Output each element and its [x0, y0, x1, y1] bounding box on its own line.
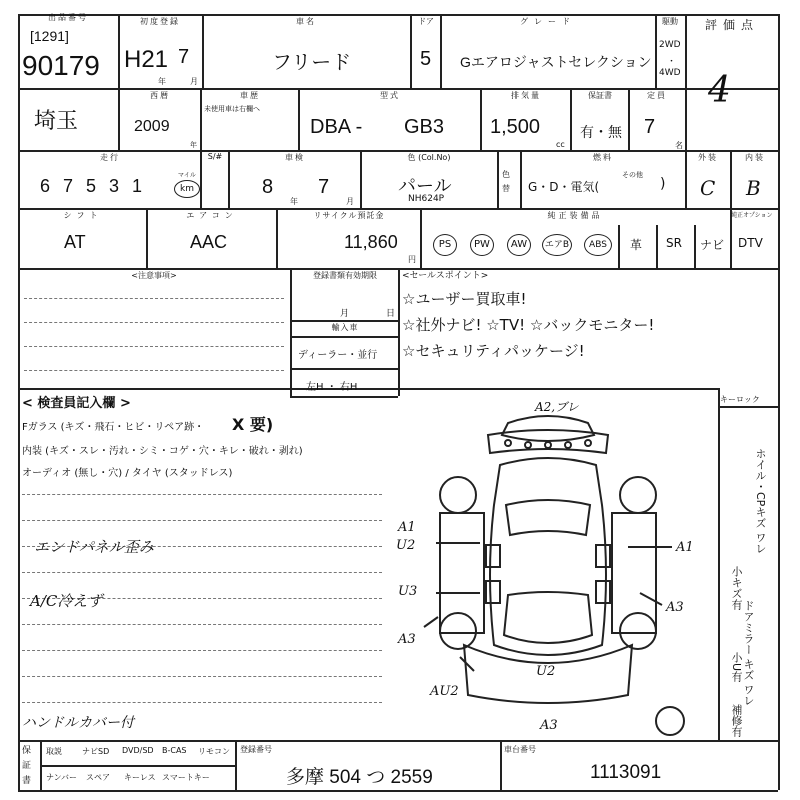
inspection-label: 車検 [285, 153, 305, 162]
drive-2wd: 2WD [659, 40, 681, 50]
sd-label: S/# [207, 152, 223, 161]
car-name-label: 車名 [296, 17, 316, 26]
shift-value: AT [64, 232, 86, 252]
cc-value: 1,500 [490, 116, 541, 138]
sales-line-2: ☆社外ナビ! ☆TV! ☆バックモニター! [402, 316, 655, 334]
month-unit: 月 [190, 77, 198, 86]
mark-a3-right: A3 [666, 600, 684, 615]
bottom-left-label: 保証書 [22, 746, 32, 786]
hand-note-2: A/C冷えず [30, 592, 103, 610]
mileage-unit-km: km [174, 180, 200, 198]
sales-line-3: ☆セキュリティパッケージ! [402, 342, 585, 360]
warranty-value: 有・無 [580, 124, 622, 140]
color-change: 色替 [502, 170, 510, 193]
mark-a1-right: A1 [676, 540, 694, 555]
drive-label: 駆動 [662, 17, 678, 26]
score-value: 4 [708, 70, 731, 111]
equip-ps: PS [433, 234, 457, 256]
warranty-label: 保証書 [588, 91, 612, 100]
color-code: NH624P [408, 194, 445, 204]
equip-abs: ABS [584, 234, 612, 256]
mark-u3: U3 [398, 584, 418, 599]
equip-dtv: DTV [738, 236, 763, 250]
notes-label: <注意事項> [131, 271, 177, 280]
item-spare: スペア [86, 773, 110, 782]
doors-label: ドア [418, 17, 434, 26]
score-label: 評価点 [704, 18, 759, 32]
grade-label: グレード [520, 17, 576, 26]
year-label: 西暦 [150, 91, 170, 100]
capacity-value: 7 [644, 116, 656, 138]
history-label: 車歴 [240, 91, 260, 100]
legend-mirror: ドアミラー キズ ワレ [742, 600, 755, 706]
mark-a2b: A2,ブレ [535, 400, 579, 414]
first-reg-month: 7 [178, 46, 190, 68]
hand-note-3: ハンドルカバー付 [22, 715, 134, 731]
mark-a1-left: A1 [398, 520, 416, 535]
sales-line-1: ☆ユーザー買取車! [402, 290, 527, 308]
item-remote: リモコン [198, 747, 230, 756]
reg-period-label: 登録書類有効期限 [313, 271, 377, 280]
interior-line: 内装 (キズ・スレ・汚れ・シミ・コゲ・穴・キレ・破れ・剥れ) [22, 446, 303, 457]
equip-airbag: エアB [542, 234, 572, 256]
equip-aw: AW [507, 234, 531, 256]
item-number: ナンバー [46, 773, 78, 782]
first-reg-era: H21 [124, 46, 169, 73]
shift-label: シフト [63, 211, 103, 220]
interior-value: B [746, 176, 761, 200]
handle-side: 左H ・ 右H [306, 382, 358, 393]
sales-label: <セールスポイント> [402, 271, 489, 281]
fuel-label: 燃料 [593, 153, 613, 162]
capacity-label: 定員 [647, 91, 667, 100]
first-reg-label: 初度登録 [140, 17, 180, 26]
item-dvd-sd: DVD/SD [122, 746, 154, 755]
cc-unit: cc [556, 140, 565, 149]
drive-dot: ・ [667, 57, 677, 67]
legend-small-u: 小U有 [730, 652, 743, 683]
item-navi-sd: ナビSD [82, 747, 110, 756]
hand-note-1: エンドパネル歪み [34, 538, 154, 556]
exterior-label: 外装 [698, 153, 718, 162]
drive-4wd: 4WD [659, 68, 681, 78]
capacity-unit: 名 [675, 141, 683, 150]
inspection-year-unit: 年 [290, 197, 298, 206]
equip-leather: 革 [630, 238, 643, 252]
fuel-value: G・D・電気( [528, 180, 600, 194]
aircon-label: エアコン [186, 211, 238, 220]
fuel-close: ) [660, 176, 666, 192]
inspection-month: 7 [318, 176, 330, 198]
color-value: パール [398, 176, 452, 196]
year-value: 2009 [134, 118, 170, 135]
area: 埼玉 [34, 108, 79, 133]
doors-value: 5 [420, 48, 432, 70]
mark-a3-bottom: A3 [540, 718, 558, 733]
car-name: フリード [272, 52, 352, 74]
mark-a3-left: A3 [398, 632, 416, 647]
exterior-value: C [700, 176, 716, 200]
reg-period-day: 日 [386, 309, 396, 319]
equip-pw: PW [470, 234, 494, 256]
reg-period-month: 月 [340, 309, 350, 319]
history-sub: 未使用車は右欄へ [204, 105, 260, 113]
mark-au2: AU2 [430, 684, 459, 699]
legend-small-scratch: 小キズ有 [730, 566, 743, 610]
equipment-label: 純正装備品 [547, 211, 603, 220]
lot-label: 出品番号 [48, 13, 88, 22]
fglass-line: Fガラス (キズ・飛石・ヒビ・リペア跡・ [22, 422, 205, 433]
mileage-label: 走行 [100, 153, 120, 162]
fuel-other: その他 [622, 171, 643, 179]
equip-navi: ナビ [700, 238, 725, 252]
mark-u2-left: U2 [396, 538, 416, 553]
plate-label: 登録番号 [240, 745, 272, 754]
equipment-extra: 純正オプション [731, 212, 773, 219]
model-prefix: DBA - [310, 116, 363, 138]
equip-sr: SR [666, 236, 682, 250]
aircon-value: AAC [190, 232, 228, 252]
color-label: 色 (Col.No) [407, 153, 451, 162]
chassis-label: 車台番号 [504, 745, 536, 754]
inspection-month-unit: 月 [346, 197, 354, 206]
recycle-label: リサイクル預託金 [313, 211, 385, 220]
plate-number: 多摩 504 つ 2559 [286, 767, 433, 788]
inspection-year: 8 [262, 176, 274, 198]
fglass-mark: X 要) [232, 415, 274, 434]
legend-repair: 補修有 [730, 704, 743, 737]
legend-wheel: ホイル・CPキズ ワレ [754, 448, 767, 554]
keylock-label: キーロック [720, 395, 760, 404]
item-manual: 取説 [46, 747, 62, 756]
item-bcas: B-CAS [162, 746, 187, 755]
import-label: 輸入車 [331, 323, 359, 332]
mileage-value: 6 7 5 3 1 [40, 176, 147, 196]
lot-number: 90179 [22, 50, 100, 81]
chassis-number: 1113091 [590, 762, 662, 783]
audio-line: オーディオ (無し・穴) / タイヤ (スタッドレス) [22, 468, 233, 479]
item-smartkey: スマートキー [162, 773, 210, 782]
item-keyless: キーレス [124, 773, 156, 782]
model-code: GB3 [404, 116, 445, 138]
year-value-unit: 年 [190, 141, 197, 149]
inspector-title: < 検査員記入欄 > [22, 396, 131, 411]
interior-label: 内装 [745, 153, 765, 162]
cc-label: 排気量 [511, 91, 541, 100]
lot-bracket: [1291] [30, 28, 69, 44]
model-label: 型式 [380, 91, 400, 100]
mileage-unit-mile: マイル [178, 172, 196, 179]
grade-value: Gエアロジャストセレクション [460, 54, 652, 70]
recycle-value: 11,860 [344, 232, 398, 252]
year-unit: 年 [158, 77, 166, 86]
import-value: ディーラー・並行 [298, 350, 378, 361]
mark-u2-bottom: U2 [536, 664, 556, 679]
recycle-unit: 円 [408, 255, 416, 264]
